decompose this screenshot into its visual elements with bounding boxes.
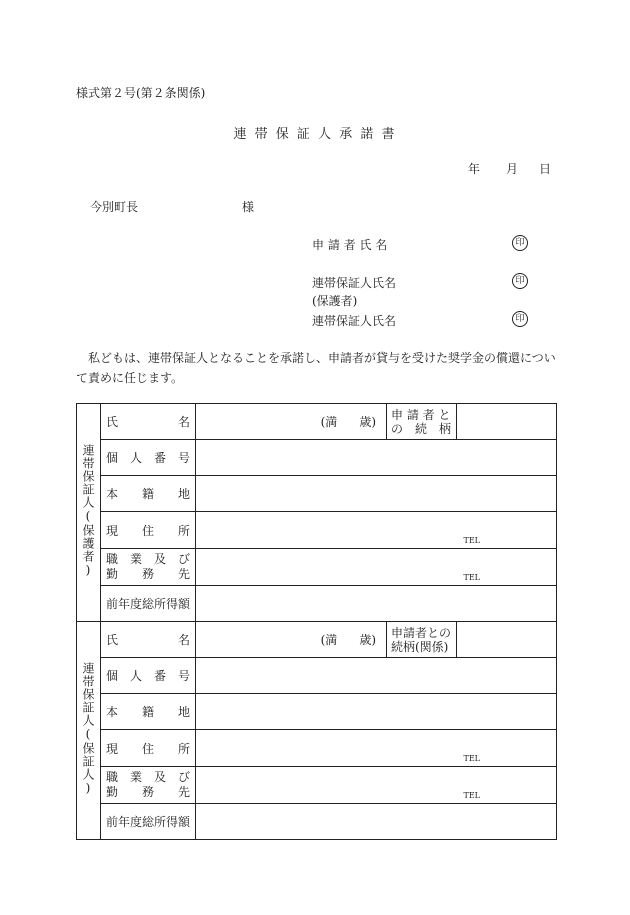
individual-number-label: 個 人 番 号 — [101, 440, 196, 476]
name-value[interactable]: (満 歳) — [196, 622, 387, 658]
domicile-label: 本 籍 地 — [101, 694, 196, 730]
income-value[interactable] — [196, 586, 557, 622]
tel-label: TEL — [463, 754, 480, 763]
statement-line-1: 私どもは、連帯保証人となることを承諾し、申請者が貸与を受けた奨学金の償還につい — [88, 351, 556, 365]
section-1-side-label: 連帯保証人(保護者) — [77, 404, 101, 622]
income-label: 前年度総所得額 — [101, 586, 196, 622]
table-row — [77, 440, 557, 476]
income-value[interactable] — [196, 804, 557, 840]
addressee-name: 今別町長 — [90, 200, 139, 214]
domicile-value[interactable] — [196, 476, 557, 512]
date-day: 日 — [539, 162, 552, 176]
table-row — [77, 694, 557, 730]
relation-value[interactable] — [457, 622, 557, 658]
document-title: 連 帯 保 証 人 承 諾 書 — [233, 127, 397, 142]
occupation-label: 職 業 及 び 勤 務 先 — [101, 549, 196, 586]
table-row — [77, 730, 557, 767]
name-label: 氏 名 — [101, 404, 196, 440]
individual-number-label: 個 人 番 号 — [101, 658, 196, 694]
tel-label: TEL — [463, 791, 480, 800]
name-label: 氏 名 — [101, 622, 196, 658]
table-row — [77, 476, 557, 512]
income-label: 前年度総所得額 — [101, 804, 196, 840]
address-label: 現 住 所 — [101, 730, 196, 767]
name-value[interactable]: (満 歳) — [196, 404, 387, 440]
relation-label: 申請者との 続柄(関係) — [387, 622, 457, 658]
relation-label: 申 請 者 と の 続 柄 — [387, 404, 457, 440]
tel-label: TEL — [463, 573, 480, 582]
occupation-value[interactable] — [196, 549, 557, 586]
table-row — [77, 767, 557, 804]
occupation-label: 職 業 及 び 勤 務 先 — [101, 767, 196, 804]
individual-number-value[interactable] — [196, 440, 557, 476]
table-row — [77, 622, 557, 658]
table-row — [77, 549, 557, 586]
table-row — [77, 404, 557, 440]
tel-label: TEL — [463, 536, 480, 545]
domicile-label: 本 籍 地 — [101, 476, 196, 512]
date-month: 月 — [506, 162, 519, 176]
address-label: 現 住 所 — [101, 512, 196, 549]
seal-icon: 印 — [512, 235, 528, 251]
applicant-name-label: 申 請 者 氏 名 — [312, 238, 388, 252]
section-2-side-label: 連帯保証人(保証人) — [77, 622, 101, 840]
guardian-note: (保護者) — [312, 294, 358, 308]
table-row — [77, 804, 557, 840]
relation-value[interactable] — [457, 404, 557, 440]
seal-icon: 印 — [512, 311, 528, 327]
addressee-honorific: 様 — [242, 200, 255, 214]
domicile-value[interactable] — [196, 694, 557, 730]
table-row — [77, 512, 557, 549]
address-value[interactable] — [196, 730, 557, 767]
guarantor-name-label: 連帯保証人氏名 — [312, 314, 397, 328]
statement-line-2: て責めに任じます。 — [76, 371, 184, 385]
address-value[interactable] — [196, 512, 557, 549]
seal-icon: 印 — [512, 273, 528, 289]
individual-number-value[interactable] — [196, 658, 557, 694]
guardian-name-label: 連帯保証人氏名 — [312, 276, 397, 290]
form-number: 様式第２号(第２条関係) — [76, 86, 206, 100]
table-row — [77, 586, 557, 622]
occupation-value[interactable] — [196, 767, 557, 804]
table-row — [77, 658, 557, 694]
date-year: 年 — [468, 162, 481, 176]
guarantor-form-table — [76, 403, 557, 840]
